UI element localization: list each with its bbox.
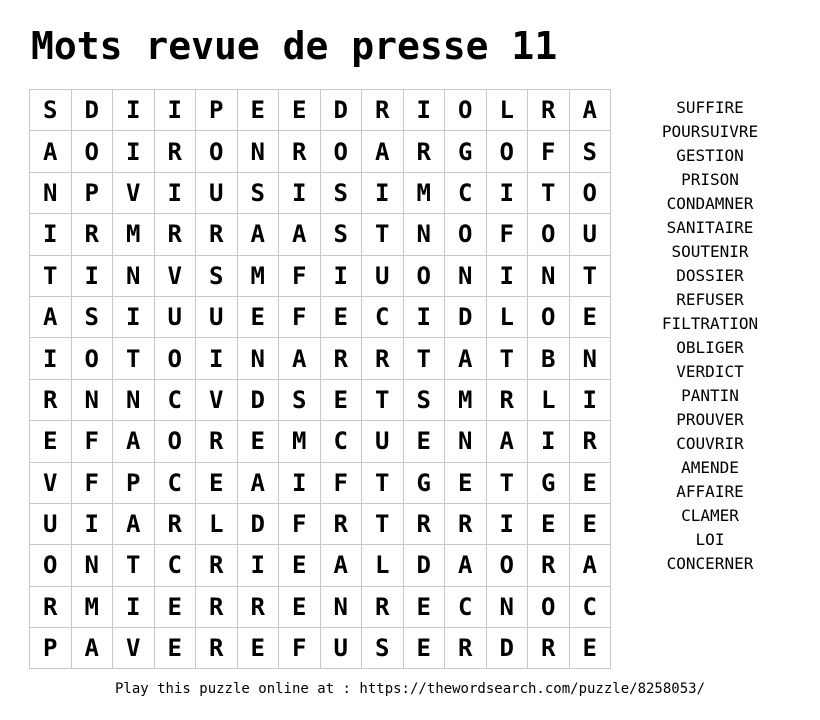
grid-cell[interactable]: E bbox=[279, 545, 321, 586]
grid-cell[interactable]: S bbox=[71, 296, 113, 337]
grid-cell[interactable]: R bbox=[403, 131, 445, 172]
grid-cell[interactable]: I bbox=[113, 586, 155, 627]
grid-cell[interactable]: R bbox=[528, 90, 570, 131]
word-list-item: REFUSER bbox=[676, 290, 744, 309]
grid-cell[interactable]: C bbox=[320, 421, 362, 462]
grid-cell[interactable]: S bbox=[403, 379, 445, 420]
grid-cell[interactable]: A bbox=[320, 545, 362, 586]
grid-cell[interactable]: A bbox=[569, 545, 611, 586]
grid-cell[interactable]: M bbox=[237, 255, 279, 296]
grid-cell[interactable]: O bbox=[445, 90, 487, 131]
grid-cell[interactable]: L bbox=[486, 296, 528, 337]
word-list-item: SUFFIRE bbox=[676, 98, 744, 117]
grid-cell[interactable]: E bbox=[569, 296, 611, 337]
grid-cell[interactable]: I bbox=[30, 214, 72, 255]
grid-cell[interactable]: O bbox=[528, 586, 570, 627]
grid-cell[interactable]: R bbox=[30, 379, 72, 420]
grid-cell[interactable]: O bbox=[71, 338, 113, 379]
grid-cell[interactable]: N bbox=[71, 379, 113, 420]
grid-cell[interactable]: C bbox=[154, 379, 196, 420]
word-list-item: SANITAIRE bbox=[666, 218, 754, 237]
grid-cell[interactable]: R bbox=[528, 628, 570, 669]
grid-cell[interactable]: G bbox=[528, 462, 570, 503]
grid-cell[interactable]: O bbox=[154, 338, 196, 379]
grid-row bbox=[30, 296, 611, 337]
grid-cell[interactable]: V bbox=[113, 628, 155, 669]
grid-cell[interactable]: E bbox=[569, 503, 611, 544]
grid-cell[interactable]: F bbox=[279, 628, 321, 669]
grid-cell[interactable]: A bbox=[445, 338, 487, 379]
grid-cell[interactable]: R bbox=[71, 214, 113, 255]
grid-cell[interactable]: I bbox=[113, 90, 155, 131]
grid-cell[interactable]: R bbox=[486, 379, 528, 420]
grid-cell[interactable]: P bbox=[30, 628, 72, 669]
grid-cell[interactable]: R bbox=[445, 628, 487, 669]
grid-cell[interactable]: U bbox=[154, 296, 196, 337]
grid-cell[interactable]: O bbox=[528, 214, 570, 255]
grid-cell[interactable]: S bbox=[196, 255, 238, 296]
grid-cell[interactable]: G bbox=[403, 462, 445, 503]
grid-cell[interactable]: S bbox=[320, 214, 362, 255]
grid-cell[interactable]: V bbox=[113, 172, 155, 213]
grid-cell[interactable]: F bbox=[279, 296, 321, 337]
grid-cell[interactable]: N bbox=[71, 545, 113, 586]
grid-cell[interactable]: A bbox=[279, 214, 321, 255]
grid-cell[interactable]: S bbox=[320, 172, 362, 213]
grid-cell[interactable]: C bbox=[445, 586, 487, 627]
grid-cell[interactable]: M bbox=[403, 172, 445, 213]
grid-cell[interactable]: D bbox=[71, 90, 113, 131]
word-list-item: POURSUIVRE bbox=[661, 122, 759, 141]
grid-cell[interactable]: E bbox=[569, 628, 611, 669]
grid-cell[interactable]: I bbox=[486, 255, 528, 296]
word-list-item: COUVRIR bbox=[676, 434, 744, 453]
grid-row bbox=[30, 90, 611, 131]
grid-cell[interactable]: E bbox=[569, 462, 611, 503]
grid-row bbox=[30, 172, 611, 213]
grid-cell[interactable]: U bbox=[362, 255, 404, 296]
grid-cell[interactable]: I bbox=[196, 338, 238, 379]
grid-cell[interactable]: A bbox=[30, 296, 72, 337]
grid-cell[interactable]: E bbox=[320, 296, 362, 337]
grid-cell[interactable]: E bbox=[237, 296, 279, 337]
grid-cell[interactable]: P bbox=[71, 172, 113, 213]
grid-cell[interactable]: I bbox=[30, 338, 72, 379]
grid-cell[interactable]: O bbox=[320, 131, 362, 172]
grid-cell[interactable]: A bbox=[569, 90, 611, 131]
grid-cell[interactable]: U bbox=[196, 172, 238, 213]
grid-cell[interactable]: I bbox=[403, 296, 445, 337]
grid-cell[interactable]: P bbox=[113, 462, 155, 503]
grid-cell[interactable]: F bbox=[486, 214, 528, 255]
word-list-item: PANTIN bbox=[681, 386, 739, 405]
grid-cell[interactable]: T bbox=[362, 503, 404, 544]
word-list bbox=[640, 96, 780, 576]
grid-cell[interactable]: O bbox=[486, 545, 528, 586]
grid-cell[interactable]: D bbox=[237, 379, 279, 420]
grid-cell[interactable]: A bbox=[445, 545, 487, 586]
grid-cell[interactable]: M bbox=[445, 379, 487, 420]
grid-cell[interactable]: C bbox=[445, 172, 487, 213]
grid-cell[interactable]: O bbox=[403, 255, 445, 296]
word-list-item: LOI bbox=[695, 530, 725, 549]
grid-cell[interactable]: T bbox=[569, 255, 611, 296]
grid-cell[interactable]: U bbox=[320, 628, 362, 669]
grid-cell[interactable]: L bbox=[486, 90, 528, 131]
grid-cell[interactable]: T bbox=[528, 172, 570, 213]
grid-cell[interactable]: O bbox=[196, 131, 238, 172]
grid-cell[interactable]: E bbox=[237, 90, 279, 131]
grid-row bbox=[30, 131, 611, 172]
grid-cell[interactable]: N bbox=[113, 255, 155, 296]
grid-cell[interactable]: C bbox=[154, 545, 196, 586]
word-list-item: AMENDE bbox=[681, 458, 739, 477]
grid-cell[interactable]: R bbox=[196, 586, 238, 627]
grid-cell[interactable]: I bbox=[237, 545, 279, 586]
grid-cell[interactable]: E bbox=[320, 379, 362, 420]
grid-cell[interactable]: U bbox=[196, 296, 238, 337]
grid-cell[interactable]: C bbox=[569, 586, 611, 627]
grid-cell[interactable]: R bbox=[196, 421, 238, 462]
word-list-item: CLAMER bbox=[681, 506, 739, 525]
grid-cell[interactable]: E bbox=[445, 462, 487, 503]
grid-row bbox=[30, 338, 611, 379]
grid-cell[interactable]: E bbox=[403, 586, 445, 627]
word-list-item: VERDICT bbox=[676, 362, 744, 381]
grid-cell[interactable]: R bbox=[362, 90, 404, 131]
grid-cell[interactable]: E bbox=[279, 90, 321, 131]
grid-cell[interactable]: N bbox=[320, 586, 362, 627]
grid-cell[interactable]: E bbox=[237, 421, 279, 462]
grid-cell[interactable]: R bbox=[30, 586, 72, 627]
word-list-item: CONDAMNER bbox=[666, 194, 754, 213]
grid-cell[interactable]: I bbox=[279, 172, 321, 213]
grid-cell[interactable]: O bbox=[445, 214, 487, 255]
grid-cell[interactable]: T bbox=[113, 338, 155, 379]
grid-cell[interactable]: F bbox=[71, 421, 113, 462]
grid-cell[interactable]: R bbox=[154, 214, 196, 255]
grid-cell[interactable]: F bbox=[279, 503, 321, 544]
grid-cell[interactable]: I bbox=[362, 172, 404, 213]
grid-cell[interactable]: E bbox=[30, 421, 72, 462]
grid-cell[interactable]: N bbox=[445, 421, 487, 462]
grid-cell[interactable]: E bbox=[154, 586, 196, 627]
grid-cell[interactable]: A bbox=[30, 131, 72, 172]
grid-row bbox=[30, 214, 611, 255]
grid-cell[interactable]: F bbox=[320, 462, 362, 503]
grid-cell[interactable]: D bbox=[486, 628, 528, 669]
grid-row bbox=[30, 503, 611, 544]
grid-cell[interactable]: T bbox=[486, 462, 528, 503]
grid-row bbox=[30, 379, 611, 420]
grid-cell[interactable]: L bbox=[528, 379, 570, 420]
grid-row bbox=[30, 586, 611, 627]
grid-cell[interactable]: S bbox=[30, 90, 72, 131]
grid-cell[interactable]: E bbox=[154, 628, 196, 669]
grid-cell[interactable]: F bbox=[71, 462, 113, 503]
grid-cell[interactable]: C bbox=[154, 462, 196, 503]
grid-cell[interactable]: O bbox=[30, 545, 72, 586]
grid-cell[interactable]: R bbox=[403, 503, 445, 544]
grid-row bbox=[30, 628, 611, 669]
grid-cell[interactable]: M bbox=[71, 586, 113, 627]
grid-cell[interactable]: R bbox=[445, 503, 487, 544]
grid-cell[interactable]: I bbox=[154, 172, 196, 213]
grid-cell[interactable]: L bbox=[196, 503, 238, 544]
grid-cell[interactable]: E bbox=[403, 628, 445, 669]
grid-cell[interactable]: I bbox=[279, 462, 321, 503]
grid-cell[interactable]: G bbox=[445, 131, 487, 172]
grid-cell[interactable]: N bbox=[486, 586, 528, 627]
grid-cell[interactable]: R bbox=[154, 503, 196, 544]
grid-cell[interactable]: S bbox=[362, 628, 404, 669]
grid-cell[interactable]: A bbox=[362, 131, 404, 172]
word-list-item: PROUVER bbox=[676, 410, 744, 429]
grid-cell[interactable]: B bbox=[528, 338, 570, 379]
grid-cell[interactable]: L bbox=[362, 545, 404, 586]
grid-cell[interactable]: D bbox=[403, 545, 445, 586]
grid-cell[interactable]: N bbox=[30, 172, 72, 213]
grid-cell[interactable]: R bbox=[237, 586, 279, 627]
word-list-item: SOUTENIR bbox=[671, 242, 749, 261]
grid-cell[interactable]: I bbox=[320, 255, 362, 296]
grid-cell[interactable]: I bbox=[154, 90, 196, 131]
grid-cell[interactable]: F bbox=[528, 131, 570, 172]
grid-cell[interactable]: A bbox=[113, 421, 155, 462]
grid-cell[interactable]: R bbox=[196, 545, 238, 586]
grid-cell[interactable]: D bbox=[320, 90, 362, 131]
grid-cell[interactable]: N bbox=[445, 255, 487, 296]
grid-cell[interactable]: C bbox=[362, 296, 404, 337]
grid-cell[interactable]: U bbox=[569, 214, 611, 255]
grid-row bbox=[30, 255, 611, 296]
grid-row bbox=[30, 545, 611, 586]
footer-text: Play this puzzle online at : https://thewordsearch.com/puzzle/8258053/ bbox=[114, 681, 705, 697]
grid-cell[interactable]: E bbox=[403, 421, 445, 462]
letter-grid bbox=[29, 89, 611, 669]
grid-cell[interactable]: R bbox=[196, 628, 238, 669]
grid-cell[interactable]: R bbox=[320, 503, 362, 544]
grid-cell[interactable]: I bbox=[528, 421, 570, 462]
grid-cell[interactable]: I bbox=[113, 296, 155, 337]
grid-cell[interactable]: A bbox=[486, 421, 528, 462]
grid-cell[interactable]: T bbox=[403, 338, 445, 379]
word-list-item: CONCERNER bbox=[666, 554, 754, 573]
page-title: Mots revue de presse 11 bbox=[31, 24, 558, 68]
grid-cell[interactable]: O bbox=[528, 296, 570, 337]
grid-cell[interactable]: I bbox=[403, 90, 445, 131]
grid-cell[interactable]: O bbox=[71, 131, 113, 172]
grid-cell[interactable]: N bbox=[528, 255, 570, 296]
grid-cell[interactable]: A bbox=[237, 214, 279, 255]
grid-cell[interactable]: T bbox=[30, 255, 72, 296]
grid-cell[interactable]: I bbox=[113, 131, 155, 172]
grid-cell[interactable]: R bbox=[362, 338, 404, 379]
grid-cell[interactable]: E bbox=[196, 462, 238, 503]
grid-cell[interactable]: O bbox=[569, 172, 611, 213]
grid-cell[interactable]: I bbox=[569, 379, 611, 420]
grid-cell[interactable]: T bbox=[486, 338, 528, 379]
grid-cell[interactable]: A bbox=[237, 462, 279, 503]
grid-cell[interactable]: N bbox=[237, 131, 279, 172]
grid-cell[interactable]: I bbox=[71, 255, 113, 296]
grid-cell[interactable]: I bbox=[486, 503, 528, 544]
grid-cell[interactable]: T bbox=[362, 214, 404, 255]
word-list-item: OBLIGER bbox=[676, 338, 744, 357]
word-list-item: GESTION bbox=[676, 146, 744, 165]
grid-cell[interactable]: M bbox=[279, 421, 321, 462]
grid-cell[interactable]: R bbox=[154, 131, 196, 172]
grid-cell[interactable]: R bbox=[569, 421, 611, 462]
grid-cell[interactable]: S bbox=[237, 172, 279, 213]
grid-cell[interactable]: R bbox=[279, 131, 321, 172]
grid-cell[interactable]: N bbox=[403, 214, 445, 255]
grid-cell[interactable]: T bbox=[113, 545, 155, 586]
grid-cell[interactable]: R bbox=[196, 214, 238, 255]
grid-cell[interactable]: A bbox=[279, 338, 321, 379]
grid-cell[interactable]: A bbox=[71, 628, 113, 669]
grid-cell[interactable]: T bbox=[362, 379, 404, 420]
grid-cell[interactable]: P bbox=[196, 90, 238, 131]
grid-cell[interactable]: D bbox=[445, 296, 487, 337]
grid-cell[interactable]: E bbox=[279, 586, 321, 627]
grid-cell[interactable]: R bbox=[362, 586, 404, 627]
grid-cell[interactable]: E bbox=[237, 628, 279, 669]
grid-cell[interactable]: R bbox=[528, 545, 570, 586]
grid-cell[interactable]: O bbox=[486, 131, 528, 172]
grid-cell[interactable]: I bbox=[486, 172, 528, 213]
word-list-item: PRISON bbox=[681, 170, 739, 189]
grid-cell[interactable]: U bbox=[362, 421, 404, 462]
grid-cell[interactable]: T bbox=[362, 462, 404, 503]
grid-cell[interactable]: V bbox=[154, 255, 196, 296]
grid-cell[interactable]: V bbox=[30, 462, 72, 503]
word-list-item: DOSSIER bbox=[676, 266, 744, 285]
grid-cell[interactable]: F bbox=[279, 255, 321, 296]
grid-cell[interactable]: U bbox=[30, 503, 72, 544]
grid-cell[interactable]: V bbox=[196, 379, 238, 420]
grid-cell[interactable]: S bbox=[279, 379, 321, 420]
grid-cell[interactable]: I bbox=[71, 503, 113, 544]
grid-cell[interactable]: N bbox=[237, 338, 279, 379]
word-list-item: FILTRATION bbox=[661, 314, 759, 333]
grid-cell[interactable]: N bbox=[569, 338, 611, 379]
grid-row bbox=[30, 421, 611, 462]
grid-cell[interactable]: O bbox=[154, 421, 196, 462]
grid-cell[interactable]: D bbox=[237, 503, 279, 544]
grid-cell[interactable]: M bbox=[113, 214, 155, 255]
word-list-item: AFFAIRE bbox=[676, 482, 744, 501]
grid-cell[interactable]: A bbox=[113, 503, 155, 544]
grid-cell[interactable]: E bbox=[528, 503, 570, 544]
grid-cell[interactable]: R bbox=[320, 338, 362, 379]
grid-cell[interactable]: S bbox=[569, 131, 611, 172]
grid-row bbox=[30, 462, 611, 503]
grid-cell[interactable]: N bbox=[113, 379, 155, 420]
